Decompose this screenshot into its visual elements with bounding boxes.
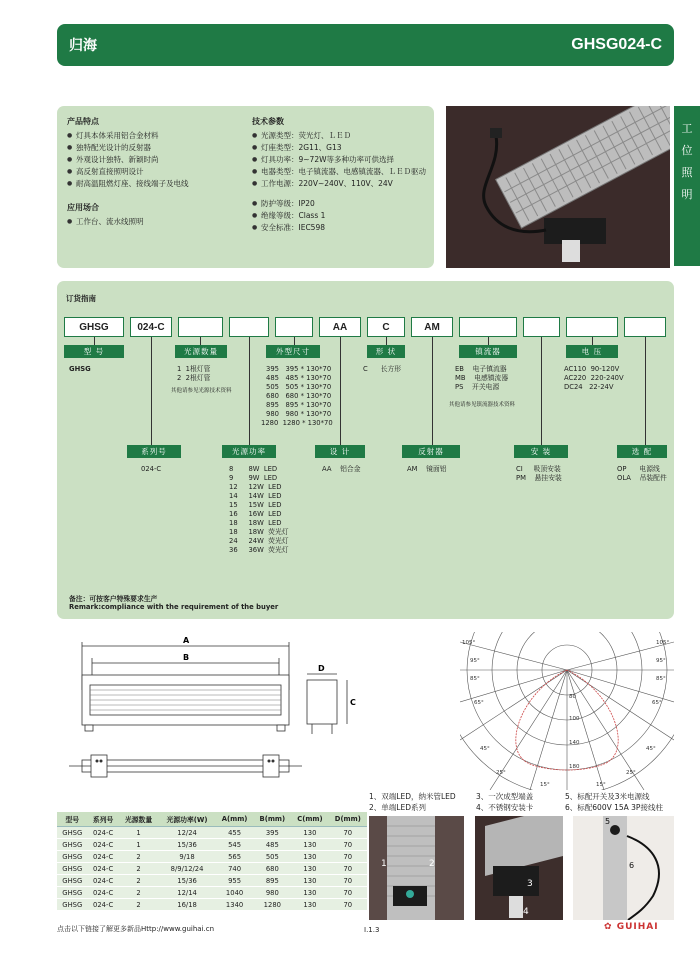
- application-list: [67, 216, 247, 228]
- svg-text:3: 3: [527, 879, 533, 889]
- table-cell: 024-C: [88, 875, 119, 887]
- side-tab-char: 位: [681, 144, 693, 157]
- ballast-3: PS 开关电源: [455, 383, 500, 391]
- brand-name: 归海: [69, 38, 97, 54]
- table-cell: 395: [253, 827, 291, 839]
- polar-label: 85°: [656, 676, 666, 682]
- polar-label: 65°: [652, 700, 662, 706]
- connector-line: [488, 337, 489, 345]
- table-cell: 565: [216, 851, 254, 863]
- caption-6: 6、标配600V 15A 3P接线柱: [565, 803, 663, 812]
- table-cell: 15/36: [158, 839, 215, 851]
- table-cell: 12/14: [158, 887, 215, 899]
- options-2: OLA 吊装配件: [617, 474, 667, 482]
- polar-label: 180: [569, 764, 580, 770]
- table-cell: 1340: [216, 899, 254, 911]
- list-item: ● 工作台、流水线照明: [67, 216, 247, 228]
- photo-end-cap: [475, 816, 563, 920]
- reflector-value: AM 镜面铝: [407, 465, 447, 473]
- table-cell: GHSG: [57, 875, 88, 887]
- label-install: 安 装: [514, 445, 568, 458]
- svg-text:4: 4: [523, 907, 529, 917]
- design-value: AA 铝合金: [322, 465, 361, 473]
- list-item: ● 高反射直接照明设计: [67, 166, 247, 178]
- label-options: 选 配: [617, 445, 667, 458]
- connector-line: [645, 337, 646, 445]
- table-header: 光源数量: [119, 812, 159, 827]
- connector-line: [386, 337, 387, 345]
- table-cell: 130: [291, 839, 328, 851]
- connector-line: [592, 337, 593, 345]
- power-9: 24 24W 荧光灯: [229, 537, 289, 545]
- label-lamp-count: 光源数量: [175, 345, 227, 358]
- application-title: 应用场合: [67, 203, 99, 212]
- polar-label: 45°: [480, 746, 490, 752]
- table-header: 型号: [57, 812, 88, 827]
- table-cell: 2: [119, 863, 159, 875]
- connector-line: [200, 337, 201, 345]
- dim-label-b: B: [183, 653, 190, 662]
- install-1: CI 吸顶安装: [516, 465, 561, 473]
- ballast-2: MB 电感镇流器: [455, 374, 509, 382]
- list-item: ● 外观设计独特、新颖时尚: [67, 154, 247, 166]
- voltage-2: AC220 220-240V: [564, 374, 624, 382]
- list-item: ● 耐高温阻燃灯座、接线端子及电线: [67, 178, 247, 190]
- polar-label: 80: [569, 694, 576, 700]
- features-title: 产品特点: [67, 117, 99, 126]
- table-row: [57, 863, 367, 875]
- list-item: ● 光源类型：荧光灯、ＬＥＤ: [252, 130, 432, 142]
- label-shape: 形 状: [367, 345, 405, 358]
- code-box-size: [275, 317, 313, 337]
- tech-title: 技术参数: [252, 117, 284, 126]
- options-1: OP 电源线: [617, 465, 660, 473]
- label-design: 设 计: [315, 445, 365, 458]
- svg-text:1: 1: [381, 859, 387, 869]
- list-item: ● 独特配光设计的反射器: [67, 142, 247, 154]
- note-cn: 备注：可按客户特殊要求生产: [69, 595, 158, 603]
- table-row: [57, 899, 367, 911]
- table-cell: GHSG: [57, 839, 88, 851]
- side-tab-char: 照: [681, 166, 693, 179]
- order-guide-panel: [57, 281, 674, 619]
- table-cell: 70: [329, 863, 367, 875]
- voltage-3: DC24 22-24V: [564, 383, 614, 391]
- table-cell: 1040: [216, 887, 254, 899]
- table-cell: 955: [216, 875, 254, 887]
- label-ballast: 镇流器: [459, 345, 517, 358]
- size-7: 1280 1280 * 130*70: [261, 419, 333, 427]
- table-cell: 024-C: [88, 899, 119, 911]
- table-cell: 8/9/12/24: [158, 863, 215, 875]
- label-reflector: 反射器: [402, 445, 460, 458]
- power-6: 16 16W LED: [229, 510, 282, 518]
- size-3: 505 505 * 130*70: [266, 383, 332, 391]
- table-row: [57, 851, 367, 863]
- table-row: [57, 887, 367, 899]
- order-title: 订货指南: [66, 294, 96, 303]
- table-row: [57, 827, 367, 839]
- connector-line: [94, 337, 95, 345]
- table-cell: 1: [119, 827, 159, 839]
- table-cell: 130: [291, 863, 328, 875]
- table-cell: 9/18: [158, 851, 215, 863]
- list-item: ● 灯座类型：2G11、G13: [252, 142, 432, 154]
- list-item: ● 电器类型：电子镇流器、电感镇流器、ＬＥＤ驱动: [252, 166, 432, 178]
- connector-line: [340, 337, 341, 445]
- table-header-row: [57, 812, 367, 827]
- table-cell: 2: [119, 875, 159, 887]
- code-box-install: [523, 317, 560, 337]
- table-cell: 895: [253, 875, 291, 887]
- ballast-note: 其他请参见镇流器技术资料: [449, 402, 516, 408]
- polar-label: 105°: [656, 640, 670, 646]
- connector-line: [294, 337, 295, 345]
- table-header: 系列号: [88, 812, 119, 827]
- list-item: ● 防护等级：IP20: [252, 198, 432, 210]
- polar-label: 15°: [596, 782, 606, 788]
- dimension-drawing: [57, 630, 447, 810]
- photo-led-tubes: [369, 816, 464, 920]
- table-cell: 2: [119, 851, 159, 863]
- polar-label: 85°: [470, 676, 480, 682]
- table-header: C(mm): [291, 812, 328, 827]
- size-6: 980 980 * 130*70: [266, 410, 332, 418]
- table-cell: 70: [329, 887, 367, 899]
- caption-4: 4、不锈钢安装卡: [476, 803, 534, 812]
- table-cell: 680: [253, 863, 291, 875]
- footer-link[interactable]: 点击以下链接了解更多新品Http://www.guihai.cn: [57, 925, 215, 933]
- table-header: B(mm): [253, 812, 291, 827]
- photo-switch-cable: [573, 816, 674, 920]
- svg-text:6: 6: [629, 861, 635, 870]
- caption-5: 5、标配开关及3米电源线: [565, 792, 650, 801]
- table-cell: 15/36: [158, 875, 215, 887]
- label-type: 型 号: [64, 345, 124, 358]
- polar-label: 95°: [656, 658, 666, 664]
- connector-line: [541, 337, 542, 445]
- note-en: Remark:compliance with the requirement of the buyer: [69, 603, 279, 611]
- code-box-ballast: [459, 317, 517, 337]
- code-box-power: [229, 317, 269, 337]
- size-2: 485 485 * 130*70: [266, 374, 332, 382]
- polar-label: 95°: [470, 658, 480, 664]
- label-voltage: 电 压: [566, 345, 618, 358]
- code-box-shape: C: [367, 317, 405, 337]
- table-cell: 70: [329, 851, 367, 863]
- spec-table: [57, 812, 367, 911]
- table-cell: 130: [291, 875, 328, 887]
- connector-line: [249, 337, 250, 445]
- table-cell: 130: [291, 899, 328, 911]
- lamp-count-1: 1 1根灯管: [177, 365, 211, 373]
- table-cell: 980: [253, 887, 291, 899]
- table-cell: 130: [291, 887, 328, 899]
- polar-label: 100: [569, 716, 580, 722]
- logo-icon: ✿: [604, 922, 617, 932]
- table-cell: 16/18: [158, 899, 215, 911]
- table-row: [57, 875, 367, 887]
- table-cell: 70: [329, 899, 367, 911]
- polar-label: 25°: [496, 770, 506, 776]
- table-cell: 024-C: [88, 863, 119, 875]
- power-3: 12 12W LED: [229, 483, 282, 491]
- table-cell: 485: [253, 839, 291, 851]
- table-cell: GHSG: [57, 827, 88, 839]
- light-distribution-polar-diagram: [460, 632, 674, 790]
- page-number: I.1.3: [364, 926, 380, 934]
- power-8: 18 18W 荧光灯: [229, 528, 289, 536]
- label-power: 光源功率: [222, 445, 276, 458]
- series-value: 024-C: [141, 465, 162, 473]
- table-cell: 2: [119, 887, 159, 899]
- code-box-type: GHSG: [64, 317, 124, 337]
- dim-label-d: D: [318, 664, 325, 673]
- svg-text:5: 5: [605, 817, 611, 826]
- dim-label-a: A: [183, 636, 190, 645]
- caption-1: 1、双端LED，纳米管LED: [369, 792, 456, 801]
- table-cell: 130: [291, 827, 328, 839]
- code-box-series: 024-C: [130, 317, 172, 337]
- caption-3: 3、一次成型端盖: [476, 792, 534, 801]
- polar-label: 45°: [646, 746, 656, 752]
- tech-list: [252, 130, 432, 190]
- power-1: 8 8W LED: [229, 465, 278, 473]
- table-cell: 130: [291, 851, 328, 863]
- list-item: ● 安全标准：IEC598: [252, 222, 432, 234]
- list-item: ● 工作电源：220V~240V、110V、24V: [252, 178, 432, 190]
- polar-label: 140: [569, 740, 580, 746]
- footer-logo: [604, 922, 659, 932]
- page-header: [57, 24, 674, 66]
- list-item: ● 灯具本体采用铝合金材料: [67, 130, 247, 142]
- table-cell: GHSG: [57, 851, 88, 863]
- list-item: ● 绝缘等级：Class 1: [252, 210, 432, 222]
- power-5: 15 15W LED: [229, 501, 282, 509]
- power-7: 18 18W LED: [229, 519, 282, 527]
- table-cell: 545: [216, 839, 254, 851]
- table-cell: 12/24: [158, 827, 215, 839]
- power-2: 9 9W LED: [229, 474, 278, 482]
- voltage-1: AC110 90-120V: [564, 365, 620, 373]
- power-4: 14 14W LED: [229, 492, 282, 500]
- table-cell: GHSG: [57, 863, 88, 875]
- table-cell: 455: [216, 827, 254, 839]
- connector-line: [432, 337, 433, 445]
- table-cell: 024-C: [88, 827, 119, 839]
- list-item: ● 灯具功率：9~72W等多种功率可供选择: [252, 154, 432, 166]
- table-cell: GHSG: [57, 887, 88, 899]
- table-cell: 024-C: [88, 851, 119, 863]
- label-size: 外型尺寸: [266, 345, 320, 358]
- install-2: PM 悬挂安装: [516, 474, 562, 482]
- shape-value: C 长方形: [363, 365, 402, 373]
- features-panel: [57, 106, 434, 268]
- lamp-count-note: 其他请参见光源技术资料: [171, 388, 232, 394]
- table-header: 光源功率(W): [158, 812, 215, 827]
- code-box-voltage: [566, 317, 618, 337]
- code-box-count: [178, 317, 223, 337]
- tech-list-2: [252, 198, 432, 234]
- power-10: 36 36W 荧光灯: [229, 546, 289, 554]
- table-cell: 024-C: [88, 839, 119, 851]
- polar-label: 15°: [540, 782, 550, 788]
- polar-label: 65°: [474, 700, 484, 706]
- lamp-count-2: 2 2根灯管: [177, 374, 211, 382]
- table-cell: 024-C: [88, 887, 119, 899]
- table-cell: GHSG: [57, 899, 88, 911]
- polar-label: 105°: [462, 640, 476, 646]
- model-number: GHSG024-C: [571, 36, 662, 53]
- caption-2: 2、单端LED系列: [369, 803, 426, 812]
- svg-text:2: 2: [429, 859, 435, 869]
- connector-line: [151, 337, 152, 445]
- type-value: GHSG: [69, 365, 91, 373]
- code-box-design: AA: [319, 317, 361, 337]
- table-cell: 740: [216, 863, 254, 875]
- polar-label: 25°: [626, 770, 636, 776]
- side-tab-char: 明: [681, 188, 693, 201]
- side-category-tab[interactable]: [674, 106, 700, 266]
- logo-text: GUIHAI: [616, 922, 659, 932]
- size-1: 395 395 * 130*70: [266, 365, 332, 373]
- size-4: 680 680 * 130*70: [266, 392, 332, 400]
- table-cell: 1: [119, 839, 159, 851]
- table-cell: 70: [329, 827, 367, 839]
- table-cell: 2: [119, 899, 159, 911]
- label-series: 系列号: [127, 445, 181, 458]
- table-header: A(mm): [216, 812, 254, 827]
- dim-label-c: C: [350, 698, 356, 707]
- code-box-options: [624, 317, 666, 337]
- table-cell: 70: [329, 839, 367, 851]
- product-photo: [446, 106, 670, 268]
- table-cell: 505: [253, 851, 291, 863]
- side-tab-char: 工: [681, 122, 693, 135]
- ballast-1: EB 电子镇流器: [455, 365, 507, 373]
- table-cell: 1280: [253, 899, 291, 911]
- code-box-reflector: AM: [411, 317, 453, 337]
- table-row: [57, 839, 367, 851]
- table-cell: 70: [329, 875, 367, 887]
- features-list: [67, 130, 247, 190]
- table-header: D(mm): [329, 812, 367, 827]
- size-5: 895 895 * 130*70: [266, 401, 332, 409]
- table-body: [57, 827, 367, 911]
